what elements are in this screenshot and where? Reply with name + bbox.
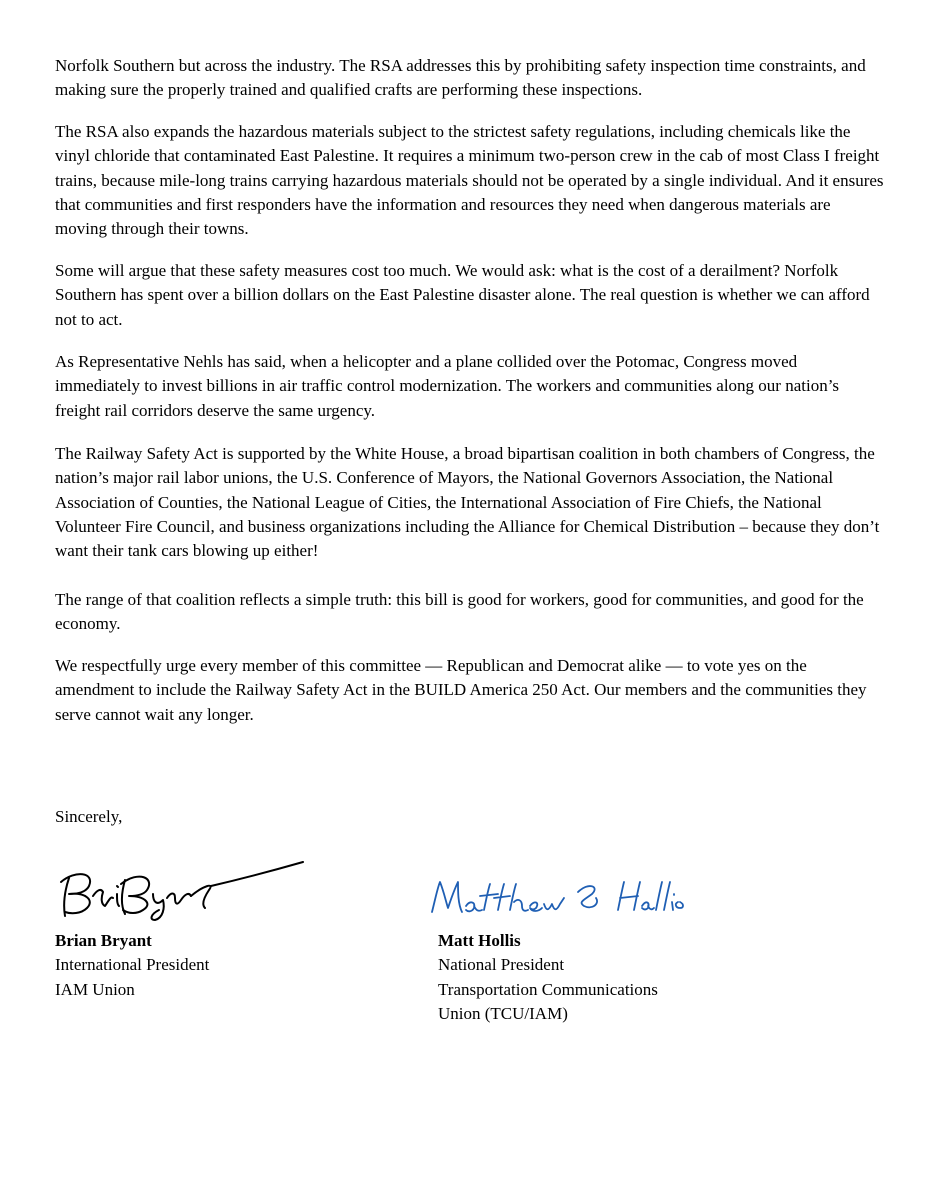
signature-brian-bryant bbox=[55, 850, 305, 922]
signer-name: Brian Bryant bbox=[55, 931, 152, 950]
signer-title: International President bbox=[55, 955, 210, 975]
signer-block-brian-bryant bbox=[55, 929, 209, 1002]
paragraph-urge-vote: We respectfully urge every member of this committee — Republican and Democrat alike — to vote yes on the amendment to include the Railway Safety Act in the BUILD America 250 Act. Our members and the communities they serve cannot wait any longer. bbox=[55, 656, 867, 724]
signer-name: Matt Hollis bbox=[438, 931, 521, 950]
paragraph-hazardous-materials: The RSA also expands the hazardous materials subject to the strictest safety regulations, including chemicals like the vinyl chloride that contaminated East Palestine. It requires a minimum two-person crew in the cab of most Class I freight trains, because mile-long trains carrying hazardous materials should not be operated by a single individual. And it ensures that communities and first responders have the information and resources they need when dangerous materials are moving through their towns. bbox=[55, 122, 884, 239]
signer-org-line: Transportation Communications bbox=[438, 979, 658, 999]
paragraph-urgency: As Representative Nehls has said, when a helicopter and a plane collided over the Potomac, Congress moved immediately to invest billions in air traffic control modernization. The workers and communities along our nation’s freight rail corridors deserve the same urgency. bbox=[55, 352, 840, 420]
signer-title: National President bbox=[438, 955, 565, 975]
paragraph-simple-truth: The range of that coalition reflects a simple truth: this bill is good for workers, good for communities, and good for the economy. bbox=[55, 590, 864, 634]
closing: Sincerely, bbox=[55, 807, 123, 826]
paragraph-coalition: The Railway Safety Act is supported by the White House, a broad bipartisan coalition in both chambers of Congress, the nation’s major rail labor unions, the U.S. Conference of Mayors, the National Governors Association, the National Association of Counties, the National League of Cities, the International Association of Fire Chiefs, the National Volunteer Fire Council, and business organizations including the Alliance for Chemical Distribution – because they don’t want their tank cars blowing up either! bbox=[55, 444, 880, 561]
signer-org-line: IAM Union bbox=[55, 979, 135, 999]
paragraph-cost: Some will argue that these safety measures cost too much. We would ask: what is the cost of a derailment? Norfolk Southern has spent over a billion dollars on the East Palestine disaster alone. The real question is whether we can afford not to act. bbox=[55, 261, 870, 329]
signer-org-line: Union (TCU/IAM) bbox=[438, 1003, 568, 1023]
signer-block-matt-hollis bbox=[438, 929, 658, 1026]
paragraph-inspections: Norfolk Southern but across the industry. The RSA addresses this by prohibiting safety inspection time constraints, and making sure the properly trained and qualified crafts are performing these inspections. bbox=[55, 56, 866, 100]
signature-matt-hollis bbox=[428, 876, 688, 920]
